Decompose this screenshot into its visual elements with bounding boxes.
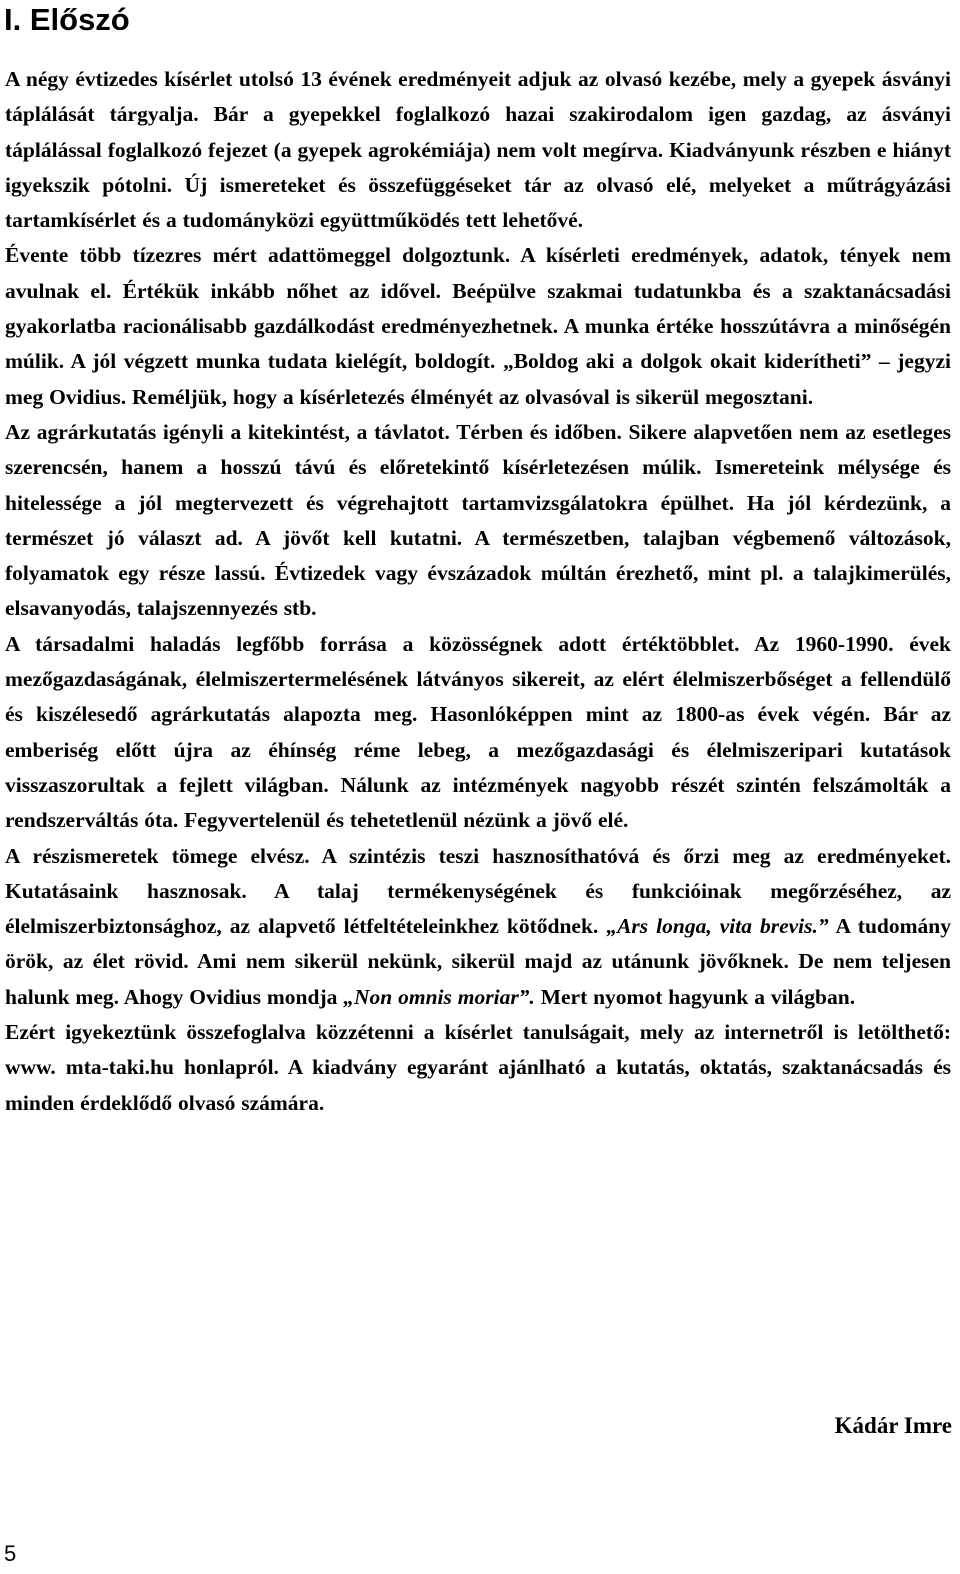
page-title: I. Előszó <box>4 2 130 37</box>
page-number: 5 <box>4 1541 17 1566</box>
preface-body <box>5 62 951 1121</box>
paragraph-5 <box>5 839 951 1015</box>
paragraph-5-tail: A tudomány örök, az élet rövid. Ami nem sikerül nekünk, sikerül majd az utánunk jövőknek. De nem teljesen halunk meg. Ahogy Ovidius mondja <box>5 914 951 1009</box>
paragraph-5-lead: A részismeretek tömege elvész. A szintézis teszi hasznosíthatóvá és őrzi meg az eredményeket. Kutatásaink hasznosak. A talaj termékenységének és funkcióinak megőrzéséhez, az élelmiszerbiztonsághoz, az alapvető létfeltételeinkhez kötődnek. <box>5 843 951 939</box>
author-signature: Kádár Imre <box>834 1413 952 1438</box>
paragraph-5-tail2: Mert nyomot hagyunk a világban. <box>540 984 856 1009</box>
latin-quote-non-omnis: „Non omnis moriar”. <box>343 984 535 1009</box>
paragraph-6: Ezért igyekeztünk összefoglalva közzétenni a kísérlet tanulságait, mely az internetről is letölthető: www. mta-taki.hu honlapról. A kiadvány egyaránt ajánlható a kutatás, oktatás, szaktanácsadás és minden érdeklődő olvasó számára. <box>5 1020 951 1115</box>
paragraph-1: A négy évtizedes kísérlet utolsó 13 évének eredményeit adjuk az olvasó kezébe, mely a gyepek ásványi táplálását tárgyalja. Bár a gyepekkel foglalkozó hazai szakirodalom igen gazdag, az ásványi táplálással foglalkozó fejezet (a gyepek agrokémiája) nem volt megírva. Kiadványunk részben e hiányt igyekszik pótolni. Új ismereteket és összefüggéseket tár az olvasó elé, melyeket a műtrágyázási tartamkísérlet és a tudományközi együttműködés tett lehetővé. <box>5 67 951 233</box>
paragraph-4: A társadalmi haladás legfőbb forrása a közösségnek adott értéktöbblet. Az 1960-1990. évek mezőgazdaságának, élelmiszertermelésének látványos sikereit, az elért élelmiszerbőséget a fellendülő és kiszélesedő agrárkutatás alapozta meg. Hasonlóképpen mint az 1800-as évek végén. Bár az emberiség előtt újra az éhínség réme lebeg, a mezőgazdasági és élelmiszeripari kutatások visszaszorultak a fejlett világban. Nálunk az intézmények nagyobb részét szintén felszámolták a rendszerváltás óta. Fegyvertelenül és tehetetlenül nézünk a jövő elé. <box>5 631 951 833</box>
latin-quote-ars-longa: „Ars longa, vita brevis.” <box>606 914 829 939</box>
paragraph-3: Az agrárkutatás igényli a kitekintést, a távlatot. Térben és időben. Sikere alapvetően nem az esetleges szerencsén, hanem a hosszú távú és előretekintő kísérletezésen múlik. Ismereteink mélysége és hitelessége a jól megtervezett és végrehajtott tartamvizsgálatokra épülhet. Ha jól kérdezünk, a természet jó választ ad. A jövőt kell kutatni. A természetben, talajban végbemenő változások, folyamatok egy része lassú. Évtizedek vagy évszázadok múltán érezhető, mint pl. a talajkimerülés, elsavanyodás, talajszennyezés stb. <box>5 419 951 621</box>
paragraph-2: Évente több tízezres mért adattömeggel dolgoztunk. A kísérleti eredmények, adatok, tények nem avulnak el. Értékük inkább nőhet az idővel. Beépülve szakmai tudatunkba és a szaktanácsadási gyakorlatba racionálisabb gazdálkodást eredményezhetnek. A munka értéke hosszútávra a minőségén múlik. A jól végzett munka tudata kielégít, boldogít. „Boldog aki a dolgok okait kiderítheti” – jegyzi meg Ovidius. Reméljük, hogy a kísérletezés élményét az olvasóval is sikerül megosztani. <box>5 243 951 409</box>
